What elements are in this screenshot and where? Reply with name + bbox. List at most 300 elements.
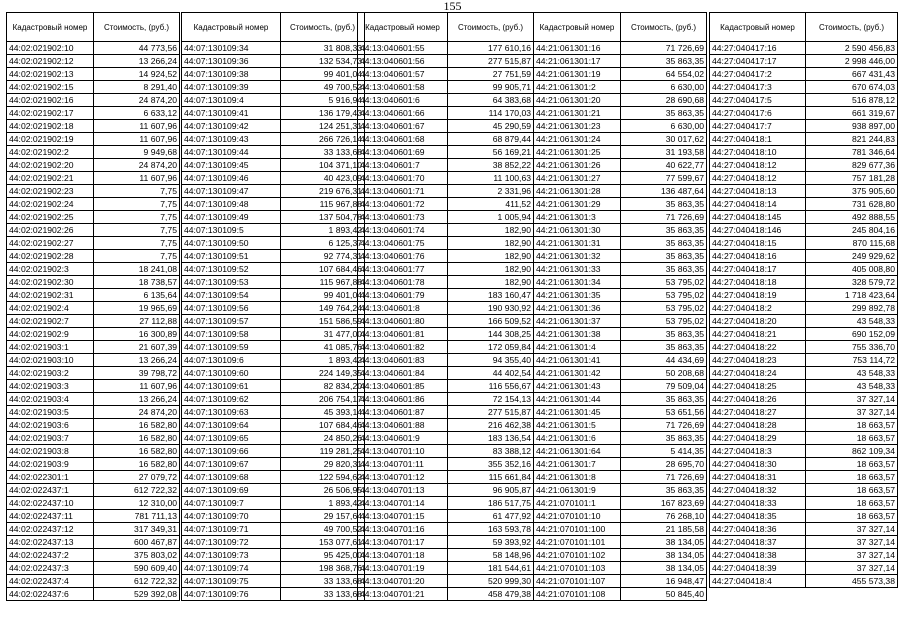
cost-cell: 35 863,35 bbox=[621, 341, 707, 354]
cadastral-number-cell: 44:07:130109:46 bbox=[182, 172, 281, 185]
cost-cell: 7,75 bbox=[94, 198, 180, 211]
table-row bbox=[182, 120, 365, 133]
cadastral-number-cell: 44:07:130109:73 bbox=[182, 549, 281, 562]
table-row bbox=[534, 341, 707, 354]
table-row bbox=[534, 484, 707, 497]
cost-cell: 44 434,69 bbox=[621, 354, 707, 367]
cadastral-number-cell: 44:02:021902:18 bbox=[7, 120, 94, 133]
cost-cell: 64 383,68 bbox=[448, 94, 534, 107]
cadastral-number-cell: 44:07:130109:5 bbox=[182, 224, 281, 237]
cadastral-number-cell: 44:02:021902:17 bbox=[7, 107, 94, 120]
cost-cell: 38 134,05 bbox=[621, 562, 707, 575]
cost-cell: 39 798,72 bbox=[94, 367, 180, 380]
cadastral-number-cell: 44:13:040601:71 bbox=[358, 185, 448, 198]
cadastral-number-cell: 44:13:040601:6 bbox=[358, 94, 448, 107]
table-header-row bbox=[182, 13, 365, 42]
cost-cell: 71 726,69 bbox=[621, 211, 707, 224]
table-row bbox=[710, 367, 898, 380]
table-row bbox=[534, 68, 707, 81]
cost-cell: 71 726,69 bbox=[621, 419, 707, 432]
cadastral-number-cell: 44:02:021903:6 bbox=[7, 419, 94, 432]
cadastral-number-cell: 44:02:021902:13 bbox=[7, 68, 94, 81]
table-row bbox=[710, 133, 898, 146]
cost-cell: 5 414,35 bbox=[621, 445, 707, 458]
cost-cell: 38 134,05 bbox=[621, 549, 707, 562]
cadastral-number-cell: 44:13:040601:83 bbox=[358, 354, 448, 367]
table-row bbox=[534, 146, 707, 159]
cost-cell: 18 663,57 bbox=[806, 510, 898, 523]
table-row bbox=[7, 445, 180, 458]
cadastral-number-cell: 44:13:040601:70 bbox=[358, 172, 448, 185]
cadastral-number-cell: 44:13:040601:87 bbox=[358, 406, 448, 419]
table-row bbox=[182, 302, 365, 315]
cost-cell: 190 930,92 bbox=[448, 302, 534, 315]
cost-cell: 35 863,35 bbox=[621, 250, 707, 263]
cadastral-number-cell: 44:21:061301:26 bbox=[534, 159, 621, 172]
table-row bbox=[182, 341, 365, 354]
cadastral-number-cell: 44:13:040601:78 bbox=[358, 276, 448, 289]
cadastral-number-cell: 44:27:040418:30 bbox=[710, 458, 806, 471]
header-cadastral-number: Кадастровый номер bbox=[358, 13, 448, 42]
table-row bbox=[7, 393, 180, 406]
table-row bbox=[710, 354, 898, 367]
cost-cell: 177 610,16 bbox=[448, 42, 534, 55]
table-row bbox=[182, 263, 365, 276]
cost-cell: 37 327,14 bbox=[806, 523, 898, 536]
table-row bbox=[534, 237, 707, 250]
cadastral-number-cell: 44:02:021902:12 bbox=[7, 55, 94, 68]
cadastral-number-cell: 44:27:040418:19 bbox=[710, 289, 806, 302]
cadastral-number-cell: 44:27:040417:6 bbox=[710, 107, 806, 120]
cadastral-number-cell: 44:07:130109:76 bbox=[182, 588, 281, 601]
cost-cell: 862 109,34 bbox=[806, 445, 898, 458]
cost-cell: 99 401,04 bbox=[281, 68, 365, 81]
table-row bbox=[534, 354, 707, 367]
table-row bbox=[358, 146, 534, 159]
table-row bbox=[534, 198, 707, 211]
cadastral-number-cell: 44:27:040418:25 bbox=[710, 380, 806, 393]
table-row bbox=[7, 536, 180, 549]
table-row bbox=[710, 536, 898, 549]
cost-cell: 186 517,75 bbox=[448, 497, 534, 510]
cost-cell: 590 609,40 bbox=[94, 562, 180, 575]
cadastral-number-cell: 44:13:040601:75 bbox=[358, 237, 448, 250]
cadastral-number-cell: 44:21:061301:37 bbox=[534, 315, 621, 328]
cadastral-number-cell: 44:21:061301:27 bbox=[534, 172, 621, 185]
table-row bbox=[534, 302, 707, 315]
table-row bbox=[710, 406, 898, 419]
cost-cell: 317 349,31 bbox=[94, 523, 180, 536]
cadastral-number-cell: 44:27:040418:39 bbox=[710, 562, 806, 575]
cost-cell: 2 998 446,00 bbox=[806, 55, 898, 68]
cost-cell: 11 607,96 bbox=[94, 120, 180, 133]
table-row bbox=[7, 562, 180, 575]
cost-cell: 455 573,38 bbox=[806, 575, 898, 588]
cost-cell: 37 327,14 bbox=[806, 406, 898, 419]
table-row bbox=[710, 159, 898, 172]
cadastral-number-cell: 44:21:070101:101 bbox=[534, 536, 621, 549]
cadastral-number-cell: 44:02:022437:1 bbox=[7, 484, 94, 497]
cadastral-number-cell: 44:13:040601:67 bbox=[358, 120, 448, 133]
table-row bbox=[710, 172, 898, 185]
table-row bbox=[710, 471, 898, 484]
cadastral-number-cell: 44:21:061301:9 bbox=[534, 484, 621, 497]
cost-cell: 216 462,38 bbox=[448, 419, 534, 432]
cadastral-number-cell: 44:13:040701:12 bbox=[358, 471, 448, 484]
table-row bbox=[534, 536, 707, 549]
cost-cell: 76 268,10 bbox=[621, 510, 707, 523]
cadastral-number-cell: 44:21:061301:28 bbox=[534, 185, 621, 198]
table-row bbox=[182, 107, 365, 120]
cost-cell: 137 504,78 bbox=[281, 211, 365, 224]
cadastral-number-cell: 44:07:130109:66 bbox=[182, 445, 281, 458]
cadastral-number-cell: 44:21:061301:29 bbox=[534, 198, 621, 211]
cadastral-number-cell: 44:07:130109:49 bbox=[182, 211, 281, 224]
table-row bbox=[534, 55, 707, 68]
header-cost: Стоимость, (руб.) bbox=[621, 13, 707, 42]
table-row bbox=[7, 523, 180, 536]
cost-cell: 612 722,32 bbox=[94, 484, 180, 497]
cadastral-number-cell: 44:21:070101:10 bbox=[534, 510, 621, 523]
cost-cell: 375 905,60 bbox=[806, 185, 898, 198]
table-row bbox=[182, 432, 365, 445]
cost-cell: 16 582,80 bbox=[94, 432, 180, 445]
table-row bbox=[182, 536, 365, 549]
cadastral-number-cell: 44:13:040601:81 bbox=[358, 328, 448, 341]
table-row bbox=[182, 133, 365, 146]
table-row bbox=[182, 146, 365, 159]
cost-cell: 182,90 bbox=[448, 263, 534, 276]
cost-cell: 27 079,72 bbox=[94, 471, 180, 484]
table-row bbox=[182, 276, 365, 289]
table-row bbox=[182, 484, 365, 497]
cost-cell: 124 251,31 bbox=[281, 120, 365, 133]
cost-cell: 50 845,40 bbox=[621, 588, 707, 601]
cadastral-number-cell: 44:21:061301:64 bbox=[534, 445, 621, 458]
cadastral-number-cell: 44:27:040417:5 bbox=[710, 94, 806, 107]
cadastral-number-cell: 44:21:061301:30 bbox=[534, 224, 621, 237]
table-row bbox=[710, 497, 898, 510]
table-row bbox=[182, 458, 365, 471]
table-row bbox=[710, 549, 898, 562]
cadastral-number-cell: 44:02:021902:24 bbox=[7, 198, 94, 211]
cadastral-number-cell: 44:07:130109:42 bbox=[182, 120, 281, 133]
cost-cell: 2 590 456,83 bbox=[806, 42, 898, 55]
cadastral-table-1 bbox=[6, 12, 180, 601]
cadastral-number-cell: 44:21:061301:5 bbox=[534, 419, 621, 432]
table-row bbox=[534, 159, 707, 172]
table-row bbox=[358, 107, 534, 120]
cadastral-number-cell: 44:07:130109:68 bbox=[182, 471, 281, 484]
cadastral-number-cell: 44:21:061301:33 bbox=[534, 263, 621, 276]
cost-cell: 35 863,35 bbox=[621, 484, 707, 497]
cadastral-number-cell: 44:21:070101:1 bbox=[534, 497, 621, 510]
cost-cell: 6 633,12 bbox=[94, 107, 180, 120]
cost-cell: 21 185,58 bbox=[621, 523, 707, 536]
table-row bbox=[710, 42, 898, 55]
cadastral-number-cell: 44:02:021902:10 bbox=[7, 42, 94, 55]
cost-cell: 33 133,68 bbox=[281, 575, 365, 588]
table-row bbox=[182, 211, 365, 224]
table-row bbox=[710, 250, 898, 263]
cost-cell: 53 795,02 bbox=[621, 289, 707, 302]
cost-cell: 11 100,63 bbox=[448, 172, 534, 185]
table-row bbox=[710, 432, 898, 445]
table-row bbox=[358, 575, 534, 588]
cost-cell: 35 863,35 bbox=[621, 107, 707, 120]
table-row bbox=[7, 419, 180, 432]
cost-cell: 31 193,58 bbox=[621, 146, 707, 159]
table-row bbox=[358, 263, 534, 276]
cadastral-number-cell: 44:27:040418:145 bbox=[710, 211, 806, 224]
cost-cell: 72 154,13 bbox=[448, 393, 534, 406]
table-row bbox=[710, 276, 898, 289]
cadastral-number-cell: 44:21:061301:19 bbox=[534, 68, 621, 81]
cadastral-number-cell: 44:27:040418:4 bbox=[710, 575, 806, 588]
table-row bbox=[358, 445, 534, 458]
cadastral-number-cell: 44:27:040418:2 bbox=[710, 302, 806, 315]
cadastral-number-cell: 44:21:061301:6 bbox=[534, 432, 621, 445]
header-cost: Стоимость, (руб.) bbox=[281, 13, 365, 42]
cost-cell: 115 967,88 bbox=[281, 198, 365, 211]
cost-cell: 8 291,40 bbox=[94, 81, 180, 94]
cadastral-number-cell: 44:07:130109:62 bbox=[182, 393, 281, 406]
cadastral-number-cell: 44:27:040418:17 bbox=[710, 263, 806, 276]
table-row bbox=[358, 94, 534, 107]
cost-cell: 35 863,35 bbox=[621, 432, 707, 445]
table-row bbox=[7, 484, 180, 497]
table-row bbox=[710, 120, 898, 133]
table-row bbox=[710, 341, 898, 354]
table-row bbox=[358, 406, 534, 419]
cost-cell: 16 300,89 bbox=[94, 328, 180, 341]
cost-cell: 245 804,16 bbox=[806, 224, 898, 237]
cadastral-number-cell: 44:07:130109:53 bbox=[182, 276, 281, 289]
cost-cell: 755 336,70 bbox=[806, 341, 898, 354]
cost-cell: 1 893,42 bbox=[281, 497, 365, 510]
cadastral-number-cell: 44:21:070101:108 bbox=[534, 588, 621, 601]
table-row bbox=[534, 94, 707, 107]
cost-cell: 31 808,33 bbox=[281, 42, 365, 55]
table-row bbox=[534, 289, 707, 302]
cadastral-table-4 bbox=[533, 12, 707, 601]
cost-cell: 670 674,03 bbox=[806, 81, 898, 94]
cadastral-number-cell: 44:27:040418:10 bbox=[710, 146, 806, 159]
cadastral-number-cell: 44:27:040417:7 bbox=[710, 120, 806, 133]
cost-cell: 49 700,52 bbox=[281, 81, 365, 94]
cost-cell: 7,75 bbox=[94, 211, 180, 224]
cost-cell: 79 509,04 bbox=[621, 380, 707, 393]
cost-cell: 50 208,68 bbox=[621, 367, 707, 380]
cost-cell: 1 893,42 bbox=[281, 224, 365, 237]
cost-cell: 44 773,56 bbox=[94, 42, 180, 55]
cadastral-number-cell: 44:13:040601:7 bbox=[358, 159, 448, 172]
cadastral-number-cell: 44:07:130109:72 bbox=[182, 536, 281, 549]
cost-cell: 99 905,71 bbox=[448, 81, 534, 94]
table-row bbox=[358, 367, 534, 380]
table-row bbox=[358, 224, 534, 237]
cadastral-number-cell: 44:13:040601:77 bbox=[358, 263, 448, 276]
cost-cell: 753 114,72 bbox=[806, 354, 898, 367]
cost-cell: 82 834,20 bbox=[281, 380, 365, 393]
table-row bbox=[534, 211, 707, 224]
table-row bbox=[7, 328, 180, 341]
table-row bbox=[534, 224, 707, 237]
cost-cell: 6 630,00 bbox=[621, 120, 707, 133]
cost-cell: 829 677,36 bbox=[806, 159, 898, 172]
cadastral-number-cell: 44:07:130109:45 bbox=[182, 159, 281, 172]
table-row bbox=[710, 393, 898, 406]
table-row bbox=[7, 42, 180, 55]
table-row bbox=[358, 562, 534, 575]
table-row bbox=[534, 172, 707, 185]
table-row bbox=[7, 458, 180, 471]
table-row bbox=[182, 159, 365, 172]
cadastral-number-cell: 44:13:040701:15 bbox=[358, 510, 448, 523]
cadastral-number-cell: 44:07:130109:74 bbox=[182, 562, 281, 575]
cadastral-number-cell: 44:07:130109:56 bbox=[182, 302, 281, 315]
cost-cell: 16 582,80 bbox=[94, 419, 180, 432]
table-row bbox=[534, 510, 707, 523]
cadastral-number-cell: 44:13:040601:55 bbox=[358, 42, 448, 55]
cadastral-number-cell: 44:21:061301:20 bbox=[534, 94, 621, 107]
cost-cell: 30 017,62 bbox=[621, 133, 707, 146]
cadastral-number-cell: 44:27:040418:3 bbox=[710, 445, 806, 458]
cadastral-number-cell: 44:02:022437:3 bbox=[7, 562, 94, 575]
table-row bbox=[358, 523, 534, 536]
cadastral-number-cell: 44:27:040418:35 bbox=[710, 510, 806, 523]
table-row bbox=[182, 315, 365, 328]
cost-cell: 33 133,68 bbox=[281, 588, 365, 601]
cost-cell: 33 133,68 bbox=[281, 146, 365, 159]
table-row bbox=[534, 185, 707, 198]
cadastral-number-cell: 44:21:061301:32 bbox=[534, 250, 621, 263]
cadastral-number-cell: 44:02:021902:28 bbox=[7, 250, 94, 263]
table-row bbox=[710, 211, 898, 224]
table-row bbox=[182, 523, 365, 536]
cost-cell: 13 266,24 bbox=[94, 354, 180, 367]
cadastral-number-cell: 44:02:022437:12 bbox=[7, 523, 94, 536]
cadastral-table-5 bbox=[709, 12, 898, 588]
table-row bbox=[358, 159, 534, 172]
cadastral-number-cell: 44:07:130109:47 bbox=[182, 185, 281, 198]
table-row bbox=[7, 172, 180, 185]
cadastral-number-cell: 44:02:021903:8 bbox=[7, 445, 94, 458]
cadastral-number-cell: 44:02:021902:31 bbox=[7, 289, 94, 302]
table-row bbox=[358, 328, 534, 341]
table-row bbox=[182, 55, 365, 68]
table-row bbox=[534, 250, 707, 263]
cost-cell: 612 722,32 bbox=[94, 575, 180, 588]
cadastral-number-cell: 44:21:061301:8 bbox=[534, 471, 621, 484]
cost-cell: 116 556,67 bbox=[448, 380, 534, 393]
table-row bbox=[358, 237, 534, 250]
table-row bbox=[358, 510, 534, 523]
table-row bbox=[182, 328, 365, 341]
table-row bbox=[358, 68, 534, 81]
table-row bbox=[182, 172, 365, 185]
table-row bbox=[182, 497, 365, 510]
cost-cell: 68 879,44 bbox=[448, 133, 534, 146]
cost-cell: 182,90 bbox=[448, 276, 534, 289]
cadastral-number-cell: 44:21:061301:21 bbox=[534, 107, 621, 120]
cost-cell: 31 477,00 bbox=[281, 328, 365, 341]
cadastral-number-cell: 44:13:040701:10 bbox=[358, 445, 448, 458]
cadastral-number-cell: 44:21:061301:16 bbox=[534, 42, 621, 55]
cost-cell: 35 863,35 bbox=[621, 263, 707, 276]
table-row bbox=[182, 250, 365, 263]
cadastral-number-cell: 44:13:040601:57 bbox=[358, 68, 448, 81]
cost-cell: 299 892,78 bbox=[806, 302, 898, 315]
cost-cell: 35 863,35 bbox=[621, 237, 707, 250]
cadastral-number-cell: 44:02:021903:1 bbox=[7, 341, 94, 354]
table-row bbox=[182, 393, 365, 406]
cadastral-number-cell: 44:27:040418:37 bbox=[710, 536, 806, 549]
table-row bbox=[182, 94, 365, 107]
cost-cell: 16 582,80 bbox=[94, 445, 180, 458]
cost-cell: 58 148,96 bbox=[448, 549, 534, 562]
cost-cell: 35 863,35 bbox=[621, 393, 707, 406]
table-row bbox=[710, 575, 898, 588]
header-cost: Стоимость, (руб.) bbox=[448, 13, 534, 42]
cost-cell: 183 136,54 bbox=[448, 432, 534, 445]
cost-cell: 870 115,68 bbox=[806, 237, 898, 250]
cadastral-number-cell: 44:13:040601:72 bbox=[358, 198, 448, 211]
cost-cell: 249 929,62 bbox=[806, 250, 898, 263]
cost-cell: 28 695,70 bbox=[621, 458, 707, 471]
table-row bbox=[7, 341, 180, 354]
cadastral-number-cell: 44:07:130109:63 bbox=[182, 406, 281, 419]
cadastral-number-cell: 44:07:130109:69 bbox=[182, 484, 281, 497]
cost-cell: 18 738,57 bbox=[94, 276, 180, 289]
table-row bbox=[534, 263, 707, 276]
cost-cell: 27 751,59 bbox=[448, 68, 534, 81]
cost-cell: 11 607,96 bbox=[94, 172, 180, 185]
cost-cell: 71 726,69 bbox=[621, 471, 707, 484]
cost-cell: 16 948,47 bbox=[621, 575, 707, 588]
cost-cell: 35 863,35 bbox=[621, 224, 707, 237]
cost-cell: 53 795,02 bbox=[621, 276, 707, 289]
table-row bbox=[710, 523, 898, 536]
table-row bbox=[358, 133, 534, 146]
cadastral-number-cell: 44:21:070101:107 bbox=[534, 575, 621, 588]
cost-cell: 224 149,35 bbox=[281, 367, 365, 380]
table-row bbox=[534, 393, 707, 406]
header-cost: Стоимость, (руб.) bbox=[806, 13, 898, 42]
table-row bbox=[710, 81, 898, 94]
cadastral-number-cell: 44:07:130109:71 bbox=[182, 523, 281, 536]
cost-cell: 13 266,24 bbox=[94, 55, 180, 68]
cost-cell: 667 431,43 bbox=[806, 68, 898, 81]
cost-cell: 38 134,05 bbox=[621, 536, 707, 549]
table-row bbox=[182, 419, 365, 432]
cadastral-number-cell: 44:13:040701:21 bbox=[358, 588, 448, 601]
table-row bbox=[534, 458, 707, 471]
cost-cell: 12 310,00 bbox=[94, 497, 180, 510]
cost-cell: 516 878,12 bbox=[806, 94, 898, 107]
cadastral-number-cell: 44:02:022437:2 bbox=[7, 549, 94, 562]
cadastral-table-2 bbox=[181, 12, 365, 601]
table-row bbox=[7, 354, 180, 367]
table-row bbox=[182, 380, 365, 393]
cadastral-number-cell: 44:07:130109:54 bbox=[182, 289, 281, 302]
cost-cell: 182,90 bbox=[448, 250, 534, 263]
cost-cell: 277 515,87 bbox=[448, 406, 534, 419]
table-row bbox=[358, 380, 534, 393]
cadastral-number-cell: 44:07:130109:59 bbox=[182, 341, 281, 354]
cadastral-number-cell: 44:07:130109:38 bbox=[182, 68, 281, 81]
cadastral-number-cell: 44:02:021902:21 bbox=[7, 172, 94, 185]
